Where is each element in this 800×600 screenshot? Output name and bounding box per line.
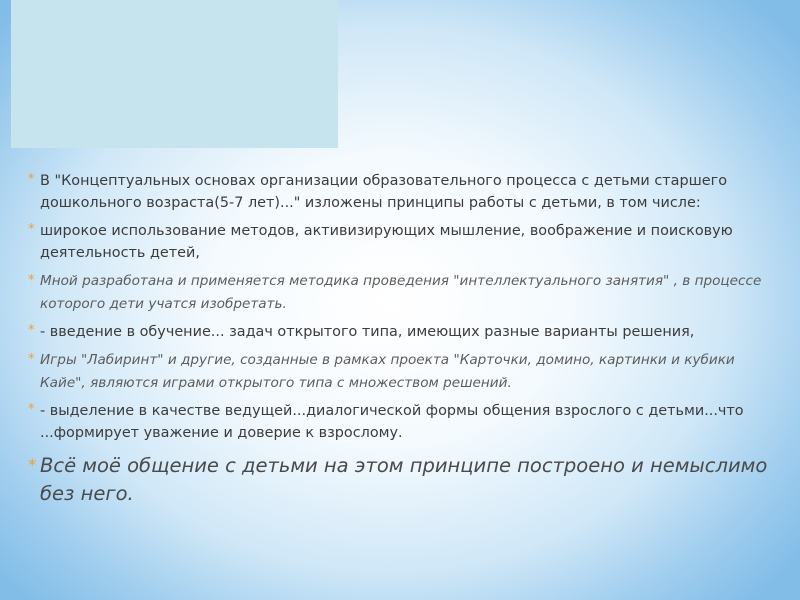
bullet-text: - введение в обучение... задач открытого типа, имеющих разные варианты решения,: [40, 324, 695, 340]
bullet-item: [28, 349, 768, 395]
bullet-asterisk-icon: *: [28, 352, 35, 367]
bullet-text: Всё моё общение с детьми на этом принципе построено и немыслимо без него.: [40, 454, 768, 505]
bullet-text: Мной разработана и применяется методика проведения "интеллектуального занятия" , в процессе которого дети учатся изобретать.: [40, 273, 762, 312]
bullet-text: - выделение в качестве ведущей...диалогической формы общения взрослого с детьми...что ...формирует уважение и доверие к взрослому.: [40, 403, 744, 441]
bullet-asterisk-icon: *: [28, 222, 35, 237]
bullet-item: [28, 321, 768, 343]
bullet-item: [28, 170, 768, 214]
bullet-text: В "Концептуальных основах организации образовательного процесса с детьми старшего дошкольного возраста(5-7 лет)..." изложены принципы работы с детьми, в том числе:: [40, 173, 727, 211]
bullet-asterisk-icon: *: [28, 323, 35, 338]
bullet-text: Игры "Лабиринт" и другие, созданные в рамках проекта "Карточки, домино, картинки и кубики Кайе", являются играми открытого типа с множеством решений.: [40, 352, 735, 391]
bullet-asterisk-icon: *: [28, 456, 37, 476]
bullet-text: широкое использование методов, активизирующих мышление, воображение и поисковую деятельность детей,: [40, 223, 733, 261]
bullet-item: [28, 400, 768, 444]
bullet-asterisk-icon: *: [28, 273, 35, 288]
bullet-item: [28, 270, 768, 316]
bullet-item: [28, 220, 768, 264]
photo-placeholder: [11, 0, 338, 148]
bullet-item-large: [28, 452, 768, 508]
slide-body: [28, 170, 768, 600]
bullet-asterisk-icon: *: [28, 172, 35, 187]
bullet-asterisk-icon: *: [28, 402, 35, 417]
